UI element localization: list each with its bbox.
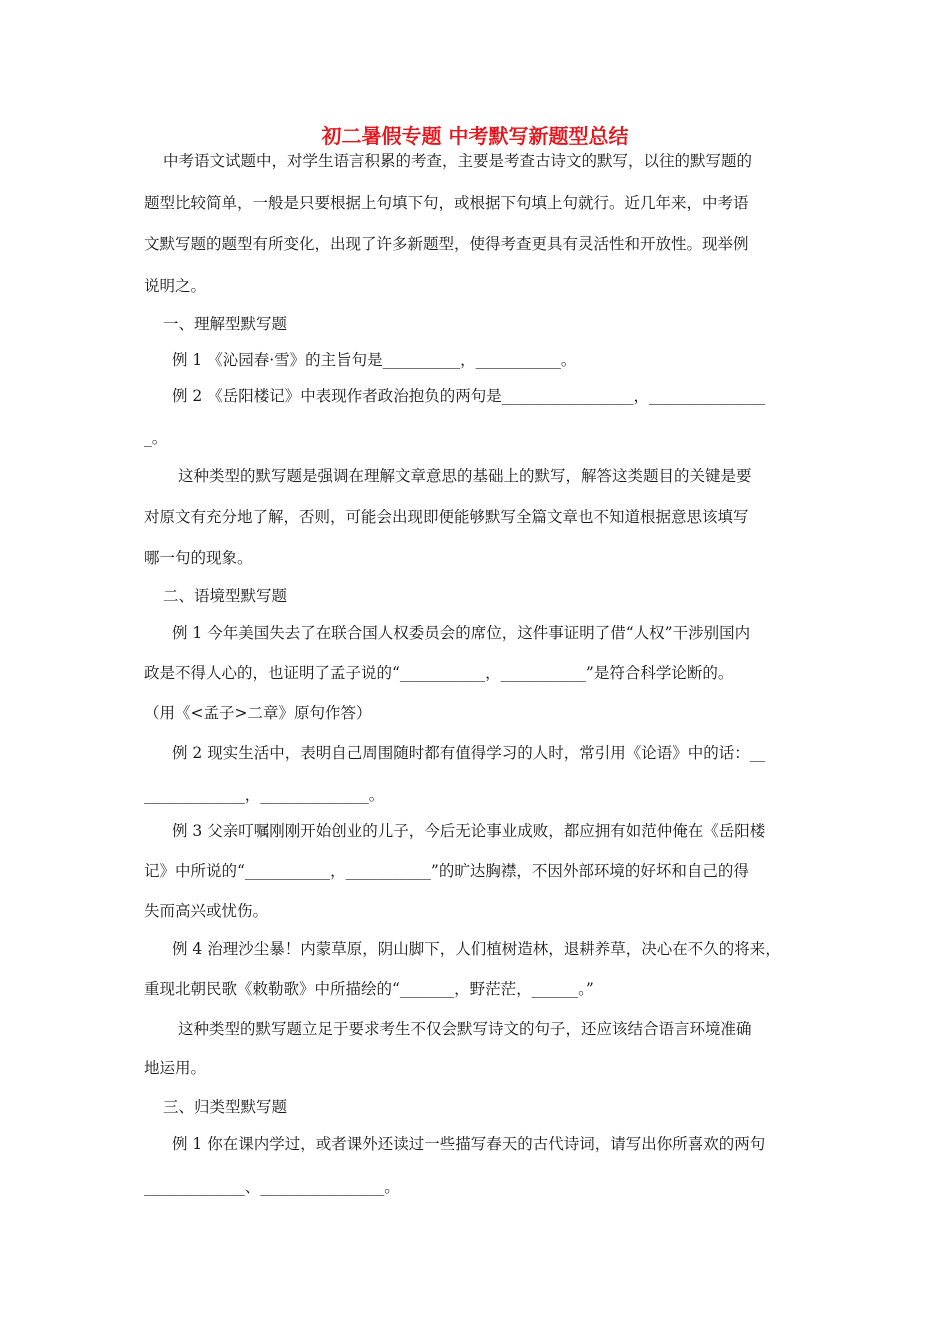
example-line: 政是不得人心的，也证明了孟子说的“___________，___________”是符合科学论断的。 xyxy=(144,664,734,682)
example-line: 记》中所说的“___________，___________”的旷达胸襟，不因外部环境的好坏和自己的得 xyxy=(144,862,749,880)
paragraph-line: 对原文有充分地了解，否则，可能会出现即便能够默写全篇文章也不知道根据意思该填写 xyxy=(144,508,749,526)
paragraph-line: 哪一句的现象。 xyxy=(144,549,253,567)
section-heading: 二、语境型默写题 xyxy=(163,587,288,605)
example-line: 失而高兴或忧伤。 xyxy=(144,902,269,920)
example-line: 例 2 《岳阳楼记》中表现作者政治抱负的两句是_________________，_______________ xyxy=(172,387,766,405)
section-heading: 三、归类型默写题 xyxy=(163,1098,288,1116)
paragraph-line: 说明之。 xyxy=(144,277,207,295)
section-heading: 一、理解型默写题 xyxy=(163,315,288,333)
paragraph-line: 地运用。 xyxy=(144,1059,207,1077)
example-line: 例 1 今年美国失去了在联合国人权委员会的席位，这件事证明了借“人权”干涉别国内 xyxy=(172,624,751,642)
example-line: 例 3 父亲叮嘱刚刚开始创业的儿子，今后无论事业成败，都应拥有如范仲俺在《岳阳楼 xyxy=(172,822,766,840)
example-line: 例 4 治理沙尘暴！内蒙草原，阴山脚下，人们植树造林，退耕养草，决心在不久的将来， xyxy=(172,940,781,958)
example-line: _____________，______________。 xyxy=(144,786,385,804)
paragraph-line: 题型比较简单，一般是只要根据上句填下句，或根据下句填上句就行。近几年来，中考语 xyxy=(144,194,749,212)
example-line: 例 1 你在课内学过，或者课外还读过一些描写春天的古代诗词，请写出你所喜欢的两句 xyxy=(172,1135,766,1153)
example-line: 重现北朝民歌《敕勒歌》中所描绘的“_______，野茫茫，______。” xyxy=(144,980,594,998)
paragraph-line: 文默写题的题型有所变化，出现了许多新题型，使得考查更具有灵活性和开放性。现举例 xyxy=(144,235,749,253)
example-line: 例 2 现实生活中，表明自己周围随时都有值得学习的人时，常引用《论语》中的话：__ xyxy=(172,744,766,762)
paragraph-line: 这种类型的默写题是强调在理解文章意思的基础上的默写，解答这类题目的关键是要 xyxy=(178,467,752,485)
paragraph-line: 这种类型的默写题立足于要求考生不仅会默写诗文的句子，还应该结合语言环境准确 xyxy=(178,1020,752,1038)
document-title: 初二暑假专题 中考默写新题型总结 xyxy=(321,124,629,148)
paragraph-line: 中考语文试题中，对学生语言积累的考查，主要是考查古诗文的默写，以往的默写题的 xyxy=(163,152,753,170)
example-line: _____________、________________。 xyxy=(144,1178,400,1196)
example-line: （用《<孟子>二章》原句作答） xyxy=(144,704,372,722)
example-line: 例 1 《沁园春·雪》的主旨句是__________，___________。 xyxy=(172,351,577,369)
example-line: _。 xyxy=(144,429,168,447)
